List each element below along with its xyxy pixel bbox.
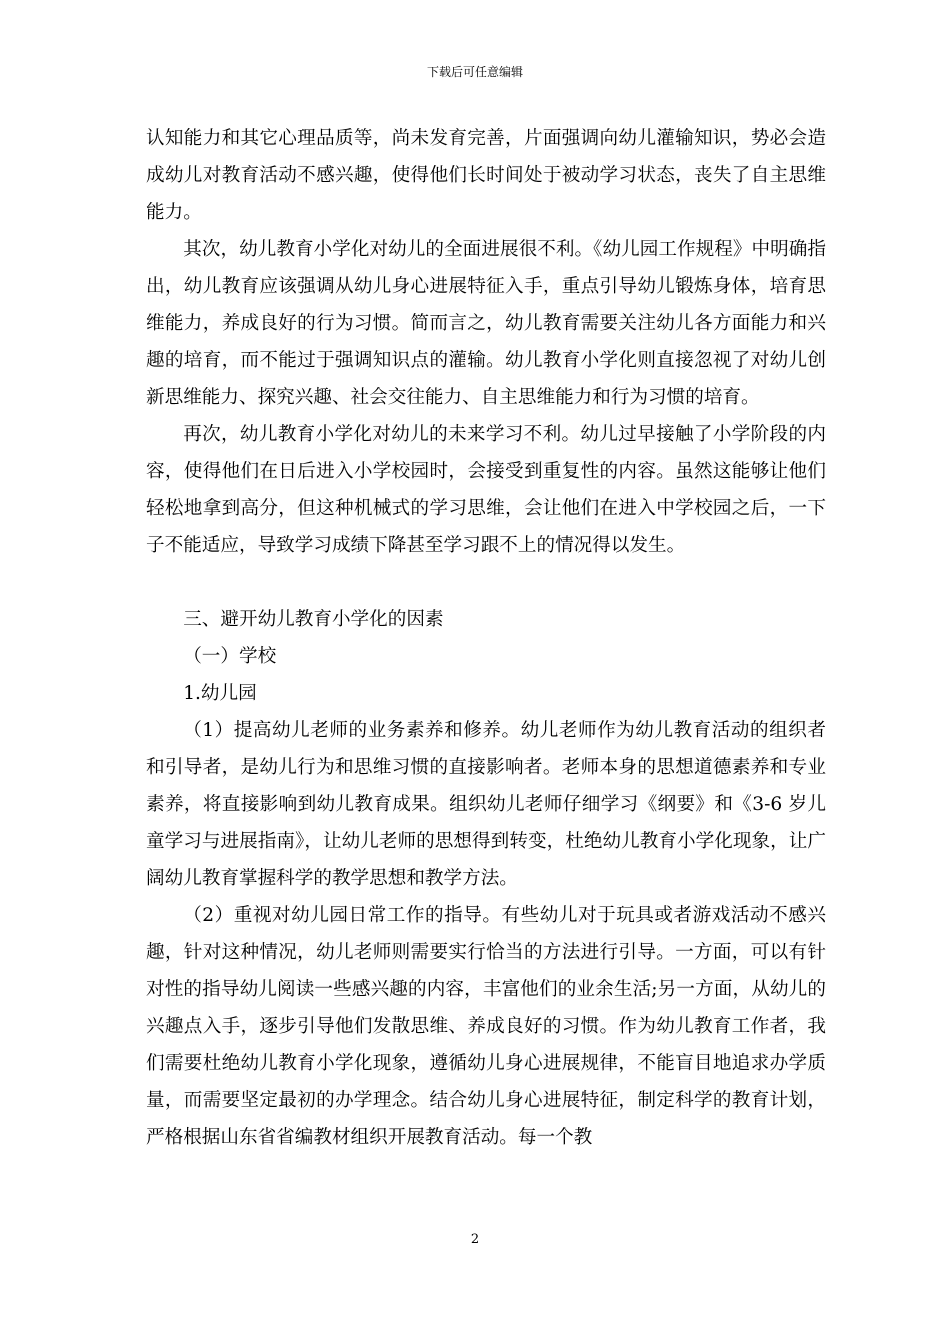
subsection-heading: （一）学校 (183, 646, 277, 667)
paragraph-future-learning: 再次，幼儿教育小学化对幼儿的未来学习不利。幼儿过早接触了小学阶段的内容，使得他们在日后进入小学校园时，会接受到重复性的内容。虽然这能够让他们轻松地拿到高分，但这种机械式的学习思维，会让他们在进入中学校园之后，一下子不能适应，导致学习成绩下降甚至学习跟不上的情况得以发生。 (146, 424, 826, 556)
paragraph-comprehensive-development: 其次，幼儿教育小学化对幼儿的全面进展很不利。《幼儿园工作规程》中明确指出，幼儿教育应该强调从幼儿身心进展特征入手，重点引导幼儿锻炼身体，培育思维能力，养成良好的行为习惯。简而言之，幼儿教育需要关注幼儿各方面能力和兴趣的培育，而不能过于强调知识点的灌输。幼儿教育小学化则直接忽视了对幼儿创新思维能力、探究兴趣、社会交往能力、自主思维能力和行为习惯的培育。 (146, 239, 826, 408)
paragraph-continued: 认知能力和其它心理品质等，尚未发育完善，片面强调向幼儿灌输知识，势必会造成幼儿对教育活动不感兴趣，使得他们长时间处于被动学习状态，丧失了自主思维能力。 (146, 128, 826, 223)
document-body (146, 120, 826, 1156)
paragraph-teacher-quality: （1）提高幼儿老师的业务素养和修养。幼儿老师作为幼儿教育活动的组织者和引导者，是幼儿行为和思维习惯的直接影响者。老师本身的思想道德素养和专业素养，将直接影响到幼儿教育成果。组织幼儿老师仔细学习《纲要》和《3-6 岁儿童学习与进展指南》，让幼儿老师的思想得到转变，杜绝幼儿教育小学化现象，让广阔幼儿教育掌握科学的教学思想和教学方法。 (146, 720, 826, 889)
paragraph-daily-guidance: （2）重视对幼儿园日常工作的指导。有些幼儿对于玩具或者游戏活动不感兴趣，针对这种情况，幼儿老师则需要实行恰当的方法进行引导。一方面，可以有针对性的指导幼儿阅读一些感兴趣的内容，丰富他们的业余生活;另一方面，从幼儿的兴趣点入手，逐步引导他们发散思维、养成良好的习惯。作为幼儿教育工作者，我们需要杜绝幼儿教育小学化现象，遵循幼儿身心进展规律，不能盲目地追求办学质量，而需要坚定最初的办学理念。结合幼儿身心进展特征，制定科学的教育计划，严格根据山东省省编教材组织开展教育活动。每一个教 (146, 905, 826, 1148)
item-heading: 1.幼儿园 (183, 683, 257, 704)
section-spacer (146, 564, 826, 601)
section-heading: 三、避开幼儿教育小学化的因素 (183, 609, 444, 630)
page-header: 下载后可任意编辑 (426, 65, 523, 79)
page-number: 2 (470, 1232, 480, 1247)
